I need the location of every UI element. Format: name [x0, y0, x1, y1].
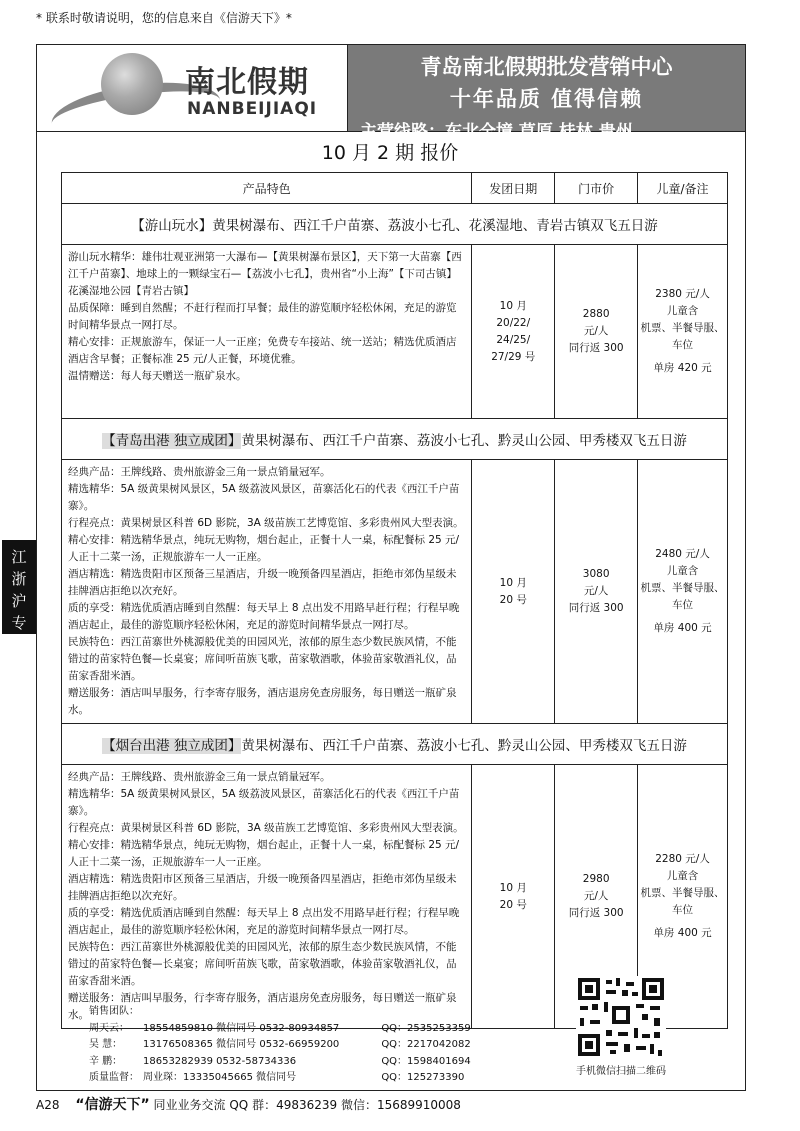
- note-line: 车位: [672, 339, 694, 351]
- edition-side-tab: [2, 540, 36, 654]
- note-line: 2380 元/人: [655, 288, 710, 300]
- departure-dates: [472, 460, 555, 724]
- feature-line: 质的享受：精选优质酒店睡到自然醒：每天早上 8 点出发不用路早赶行程；行程早晚酒店起止，最佳的游览顺序轻松休闲，充足的游览时间精华景点一网打尽。: [68, 602, 460, 631]
- page-number: A28: [36, 1098, 60, 1112]
- note-line: 单房 420 元: [653, 362, 712, 374]
- side-tab-char: 沪: [11, 592, 27, 610]
- feature-line: 经典产品：王牌线路、贵州旅游金三角一景点销量冠军。: [68, 771, 331, 783]
- price-value: 2980: [582, 873, 610, 885]
- route-tag: 【游山玩水】: [131, 218, 213, 234]
- feature-line: 精心安排：精选精华景点，纯玩无购物，烟台起止，正餐十人一桌，标配餐标 25 元/人正十二菜一汤，正规旅游车一人一正座。: [68, 534, 460, 563]
- contact-qq: QQ：2535253359: [381, 1022, 471, 1034]
- contact-phone: 周业琛：13335045665 微信同号: [143, 1072, 297, 1083]
- page-footer: [36, 1094, 461, 1114]
- logo-ball-icon: [101, 53, 163, 115]
- note-line: 机票、半餐导服、: [640, 887, 725, 899]
- table-header-row: [62, 173, 728, 204]
- note-line: 机票、半餐导服、: [640, 322, 725, 334]
- contact-name: 辛 鹏：: [89, 1055, 123, 1067]
- retail-price: [555, 460, 638, 724]
- child-notes: [638, 460, 728, 724]
- note-line: 儿童含: [666, 305, 699, 317]
- brand-logo: [37, 45, 348, 131]
- note-line: 单房 400 元: [653, 927, 712, 939]
- company-title: 青岛南北假期批发营销中心: [420, 55, 673, 79]
- price-value: 3080: [582, 568, 610, 580]
- feature-line: 经典产品：王牌线路、贵州旅游金三角一景点销量冠军。: [68, 466, 331, 478]
- header-banner: [36, 44, 746, 142]
- date-line: 10 月: [499, 881, 527, 894]
- note-line: 单房 400 元: [653, 622, 712, 634]
- footer-brand: “信游天下”: [75, 1097, 150, 1113]
- route-title-row: [62, 419, 728, 460]
- price-table: [61, 172, 728, 1029]
- route-title: [62, 204, 728, 245]
- note-line: 机票、半餐导服、: [640, 582, 725, 594]
- product-row: [62, 460, 728, 724]
- feature-line: 精选精华：5A 级黄果树风景区，5A 级荔波风景区，苗寨活化石的代表《西江千户苗寨》。: [68, 788, 460, 817]
- feature-line: 行程亮点：黄果树景区科普 6D 影院，3A 级苗族工艺博览馆、多彩贵州风大型表演。: [68, 517, 464, 529]
- feature-line: 游山玩水精华：雄伟壮观亚洲第一大瀑布—【黄果树瀑布景区】，天下第一大苗寨【西江千户苗寨】、地球上的一颗绿宝石—【荔波小七孔】，贵州省“小上海”【下司古镇】花溪湿地公园【青岩古镇】: [68, 251, 462, 297]
- feature-line: 赠送服务：酒店叫早服务，行李寄存服务，酒店退房免查房服务，每日赠送一瓶矿泉水。: [68, 992, 457, 1021]
- route-name: 黄果树瀑布、西江千户苗寨、荔波小七孔、花溪湿地、青岩古镇双飞五日游: [212, 218, 658, 234]
- retail-price: [555, 245, 638, 419]
- sales-team: [89, 1004, 475, 1087]
- product-features: [62, 245, 472, 419]
- qr-caption: 手机微信扫描二维码: [576, 1066, 666, 1077]
- product-features: [62, 460, 472, 724]
- departure-dates: [472, 765, 555, 1029]
- logo-en-text: NANBEIJIAQI: [187, 99, 318, 119]
- contact-qq: QQ：125273390: [381, 1072, 465, 1083]
- date-line: 20 号: [499, 898, 527, 911]
- peer-rebate: 同行返 300: [568, 342, 624, 354]
- note-line: 儿童含: [666, 565, 699, 577]
- feature-line: 行程亮点：黄果树景区科普 6D 影院，3A 级苗族工艺博览馆、多彩贵州风大型表演。: [68, 822, 464, 834]
- product-row: [62, 245, 728, 419]
- feature-line: 酒店精选：精选贵阳市区预备三星酒店，升级一晚预备四星酒店，拒绝市郊伪星级未挂牌酒店拒绝以次充好。: [68, 873, 457, 902]
- feature-line: 温情赠送：每人每天赠送一瓶矿泉水。: [68, 370, 247, 382]
- header-info: [348, 45, 745, 142]
- footer-contact: 同业业务交流 QQ 群：49836239 微信：15689910008: [153, 1098, 461, 1112]
- note-line: 儿童含: [666, 870, 699, 882]
- contact-row: [89, 1037, 475, 1054]
- route-title: [62, 724, 728, 765]
- column-header: 门市价: [555, 173, 638, 204]
- qr-code-icon: [576, 976, 666, 1058]
- price-unit: 元/人: [583, 890, 609, 902]
- route-title: [62, 419, 728, 460]
- main-routes: 主营线路：东北全境 草原 桂林 贵州: [360, 122, 633, 142]
- departure-dates: [472, 245, 555, 419]
- note-line: 车位: [672, 904, 694, 916]
- side-tab-char: 版: [11, 636, 27, 654]
- peer-rebate: 同行返 300: [568, 602, 624, 614]
- feature-line: 精心安排：正规旅游车，保证一人一正座；免费专车接站、统一送站；精选优质酒店酒店含早餐；正餐标准 25 元/人正餐，环境优雅。: [68, 336, 457, 365]
- side-tab-char: 浙: [11, 570, 27, 588]
- price-unit: 元/人: [583, 325, 609, 337]
- contact-name: 质量监督：: [89, 1072, 139, 1083]
- note-line: 车位: [672, 599, 694, 611]
- contact-qq: QQ：1598401694: [381, 1055, 471, 1067]
- contact-phone: 18653282939 0532-58734336: [143, 1055, 297, 1067]
- contact-phone: 18554859810 微信同号 0532-80934857: [143, 1022, 340, 1034]
- contact-name: 周天云：: [89, 1022, 129, 1034]
- feature-line: 质的享受：精选优质酒店睡到自然醒：每天早上 8 点出发不用路早赶行程；行程早晚酒店起止，最佳的游览顺序轻松休闲，充足的游览时间精华景点一网打尽。: [68, 907, 460, 936]
- date-line: 20/22/: [496, 316, 531, 329]
- issue-title: 10 月 2 期 报价: [321, 142, 459, 164]
- contact-name: 吴 慧：: [89, 1039, 123, 1050]
- route-name: 黄果树瀑布、西江千户苗寨、荔波小七孔、黔灵山公园、甲秀楼双飞五日游: [241, 738, 687, 754]
- source-note: * 联系时敬请说明，您的信息来自《信游天下》*: [36, 11, 292, 25]
- date-line: 10 月: [499, 576, 527, 589]
- feature-line: 赠送服务：酒店叫早服务，行李寄存服务，酒店退房免查房服务，每日赠送一瓶矿泉水。: [68, 687, 457, 716]
- company-slogan: 十年品质 值得信赖: [449, 87, 644, 111]
- route-tag: 【烟台出港 独立成团】: [102, 738, 242, 754]
- route-title-row: [62, 724, 728, 765]
- feature-line: 酒店精选：精选贵阳市区预备三星酒店，升级一晚预备四星酒店，拒绝市郊伪星级未挂牌酒店拒绝以次充好。: [68, 568, 457, 597]
- feature-line: 民族特色：西江苗寨世外桃源般优美的田园风光，浓郁的原生态少数民族风情，不能错过的苗家特色餐—长桌宴；席间听苗族飞歌，苗家敬酒歌，体验苗家敬酒礼仪，品苗家香甜米酒。: [68, 636, 457, 682]
- side-tab-char: 江: [11, 548, 27, 566]
- feature-line: 民族特色：西江苗寨世外桃源般优美的田园风光，浓郁的原生态少数民族风情，不能错过的苗家特色餐—长桌宴；席间听苗族飞歌，苗家敬酒歌，体验苗家敬酒礼仪，品苗家香甜米酒。: [68, 941, 457, 987]
- feature-line: 精心安排：精选精华景点，纯玩无购物，烟台起止，正餐十人一桌，标配餐标 25 元/人正十二菜一汤，正规旅游车一人一正座。: [68, 839, 460, 868]
- peer-rebate: 同行返 300: [568, 907, 624, 919]
- price-value: 2880: [582, 308, 610, 320]
- contact-row: [89, 1021, 475, 1038]
- date-line: 20 号: [499, 593, 527, 606]
- side-tab-char: 专: [11, 614, 27, 632]
- sales-title: 销售团队：: [89, 1006, 139, 1017]
- contact-phone: 13176508365 微信同号 0532-66959200: [143, 1039, 340, 1050]
- column-header: 产品特色: [62, 173, 472, 204]
- route-title-row: [62, 204, 728, 245]
- route-name: 黄果树瀑布、西江千户苗寨、荔波小七孔、黔灵山公园、甲秀楼双飞五日游: [241, 433, 687, 449]
- product-features: [62, 765, 472, 1029]
- contact-row: [89, 1054, 475, 1071]
- contact-qq: QQ：2217042082: [381, 1039, 471, 1050]
- price-unit: 元/人: [583, 585, 609, 597]
- note-line: 2280 元/人: [655, 853, 710, 865]
- logo-cn-text: 南北假期: [185, 65, 309, 100]
- column-header: 发团日期: [472, 173, 555, 204]
- child-notes: [638, 245, 728, 419]
- route-tag: 【青岛出港 独立成团】: [102, 433, 242, 449]
- column-header: 儿童/备注: [638, 173, 728, 204]
- contact-row: [89, 1070, 475, 1087]
- date-line: 27/29 号: [491, 350, 536, 363]
- feature-line: 精选精华：5A 级黄果树风景区，5A 级荔波风景区，苗寨活化石的代表《西江千户苗寨》。: [68, 483, 460, 512]
- feature-line: 品质保障：睡到自然醒；不赶行程而打早餐；最佳的游览顺序轻松休闲，充足的游览时间精华景点一网打尽。: [68, 302, 457, 331]
- date-line: 10 月: [499, 299, 527, 312]
- note-line: 2480 元/人: [655, 548, 710, 560]
- date-line: 24/25/: [496, 333, 531, 346]
